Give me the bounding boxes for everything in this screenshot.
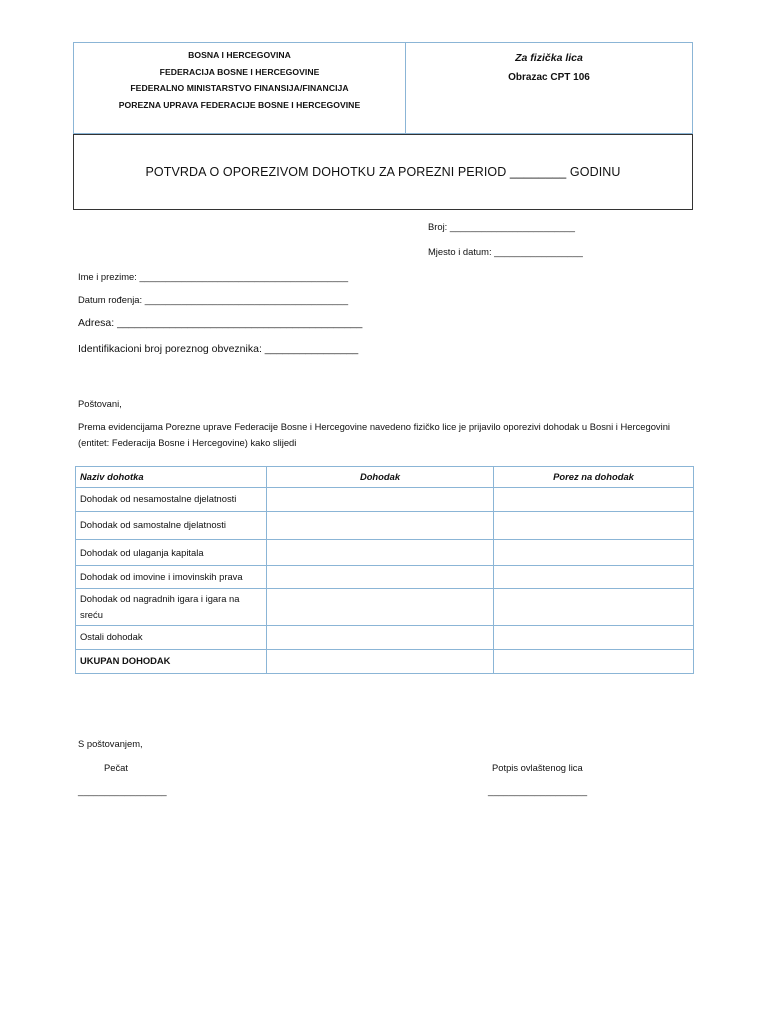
income-type: Dohodak od samostalne djelatnosti	[76, 511, 267, 539]
document-title-box	[73, 134, 693, 210]
income-amount-cell[interactable]	[267, 626, 494, 649]
stamp-line: _________________	[78, 785, 167, 796]
signature-line: ___________________	[488, 785, 588, 796]
total-label: UKUPAN DOHODAK	[76, 649, 267, 673]
datum-rodjenja-field[interactable]: Datum rođenja: _______________________________________	[78, 294, 349, 305]
column-header: Dohodak	[267, 467, 494, 488]
table-header-row	[76, 467, 694, 488]
paragraph-line: Prema evidencijama Porezne uprave Federacije Bosne i Hercegovine navedeno fizičko lice je prijavilo oporezivi dohodak u Bosni i Hercegovini	[78, 421, 670, 432]
authority-line: FEDERACIJA BOSNE I HERCEGOVINE	[159, 66, 320, 77]
authority-line: BOSNA I HERCEGOVINA	[188, 50, 291, 60]
authority-line: POREZNA UPRAVA FEDERACIJE BOSNE I HERCEGOVINE	[118, 99, 361, 110]
signature-label: Potpis ovlaštenog lica	[492, 762, 583, 773]
income-total-cell[interactable]	[267, 649, 494, 673]
column-header: Naziv dohotka	[76, 467, 267, 488]
income-type: Ostali dohodak	[76, 626, 267, 649]
income-amount-cell[interactable]	[267, 540, 494, 566]
ime-prezime-field[interactable]: Ime i prezime: ________________________________________	[78, 271, 349, 282]
mjesto-datum-field[interactable]: Mjesto i datum: _________________	[428, 246, 583, 257]
income-type: Dohodak od ulaganja kapitala	[76, 540, 267, 566]
form-header	[73, 42, 693, 134]
income-type: Dohodak od nesamostalne djelatnosti	[76, 488, 267, 511]
tax-amount-cell[interactable]	[494, 588, 694, 626]
table-row	[76, 511, 694, 539]
issuing-authority	[74, 43, 406, 133]
tax-amount-cell[interactable]	[494, 511, 694, 539]
table-row	[76, 488, 694, 511]
income-type: Dohodak od nagradnih igara i igara na sreću	[76, 588, 267, 626]
income-amount-cell[interactable]	[267, 566, 494, 588]
form-for: Za fizička lica	[515, 52, 583, 64]
adresa-field[interactable]: Adresa: __________________________________________	[78, 317, 363, 329]
table-row	[76, 540, 694, 566]
income-amount-cell[interactable]	[267, 511, 494, 539]
tax-amount-cell[interactable]	[494, 540, 694, 566]
column-header: Porez na dohodak	[494, 467, 694, 488]
authority-line: FEDERALNO MINISTARSTVO FINANSIJA/FINANCIJA	[130, 83, 349, 93]
income-type: Dohodak od imovine i imovinskih prava	[76, 566, 267, 588]
income-amount-cell[interactable]	[267, 488, 494, 511]
tax-amount-cell[interactable]	[494, 566, 694, 588]
table-total-row	[76, 649, 694, 673]
table-row	[76, 566, 694, 588]
tax-total-cell[interactable]	[494, 649, 694, 673]
document-title: POTVRDA O OPOREZIVOM DOHOTKU ZA POREZNI PERIOD ________ GODINU	[145, 165, 621, 179]
broj-field[interactable]: Broj: ________________________	[428, 221, 576, 232]
stamp-label: Pečat	[104, 762, 128, 773]
tax-amount-cell[interactable]	[494, 626, 694, 649]
tax-amount-cell[interactable]	[494, 488, 694, 511]
salutation: Poštovani,	[78, 398, 122, 409]
form-identifier	[406, 43, 692, 133]
id-broj-field[interactable]: Identifikacioni broj poreznog obveznika: ________________	[78, 343, 359, 355]
table-row	[76, 626, 694, 649]
income-amount-cell[interactable]	[267, 588, 494, 626]
closing-regards: S poštovanjem,	[78, 738, 143, 749]
table-row	[76, 588, 694, 626]
income-table	[75, 466, 694, 674]
paragraph-line: (entitet: Federacija Bosne i Hercegovine) kako slijedi	[78, 437, 297, 448]
form-code: Obrazac CPT 106	[508, 72, 590, 83]
